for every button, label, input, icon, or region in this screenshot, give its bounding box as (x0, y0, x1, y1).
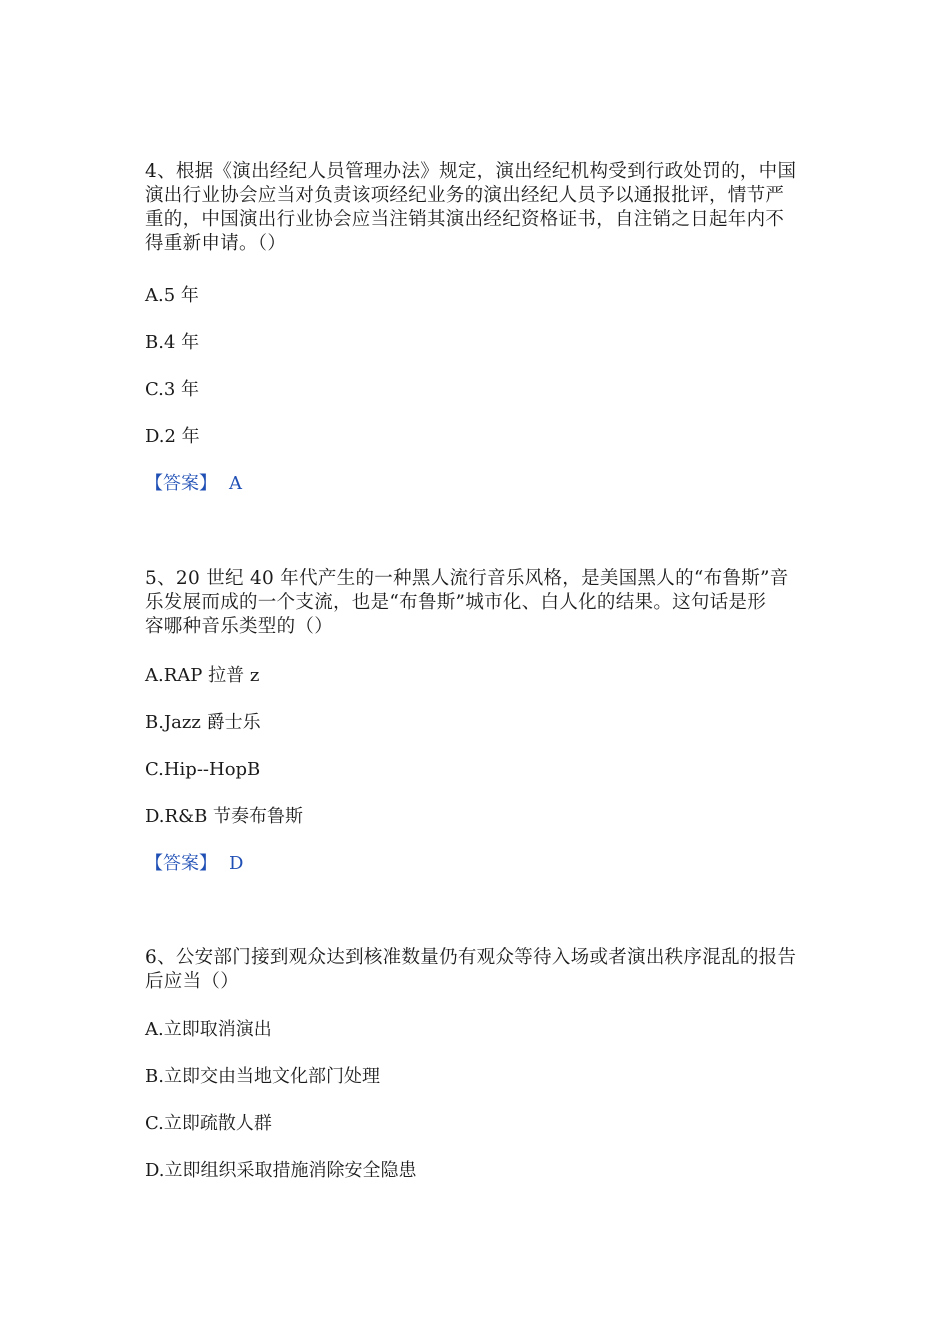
stem-line: 4、根据《演出经纪人员管理办法》规定，演出经纪机构受到行政处罚的，中国 (145, 161, 797, 182)
answer-line (145, 852, 243, 876)
option-b: B.立即交由当地文化部门处理 (145, 1066, 380, 1087)
stem-line: 乐发展而成的一个支流，也是“布鲁斯”城市化、白人化的结果。这句话是形 (145, 592, 767, 613)
answer-value: D (229, 853, 244, 874)
option-b: B.4 年 (145, 332, 200, 353)
option-c: C.立即疏散人群 (145, 1113, 272, 1134)
stem-line: 5、20 世纪 40 年代产生的一种黑人流行音乐风格，是美国黑人的“布鲁斯”音 (145, 568, 789, 589)
option-d: D.立即组织采取措施消除安全隐患 (145, 1160, 417, 1181)
stem-line: 容哪种音乐类型的（） (145, 616, 334, 637)
question-stem (145, 567, 810, 639)
option-a: A.立即取消演出 (145, 1019, 272, 1040)
option-c: C.Hip--HopB (145, 759, 261, 780)
stem-line: 6、公安部门接到观众达到核准数量仍有观众等待入场或者演出秩序混乱的报告 (145, 947, 797, 968)
answer-line (145, 472, 242, 496)
question-stem (145, 160, 810, 256)
question-6 (145, 946, 810, 1181)
question-stem (145, 946, 810, 994)
stem-line: 演出行业协会应当对负责该项经纪业务的演出经纪人员予以通报批评，情节严 (145, 185, 785, 206)
option-d: D.2 年 (145, 426, 200, 447)
answer-label: 【答案】 (145, 473, 217, 494)
option-a: A.RAP 拉普 z (145, 665, 260, 686)
answer-label: 【答案】 (145, 853, 217, 874)
question-5 (145, 567, 810, 874)
question-4 (145, 160, 810, 494)
option-b: B.Jazz 爵士乐 (145, 712, 261, 733)
option-a: A.5 年 (145, 285, 199, 306)
stem-line: 重的，中国演出行业协会应当注销其演出经纪资格证书，自注销之日起年内不 (145, 209, 785, 230)
option-c: C.3 年 (145, 379, 200, 400)
option-d: D.R&B 节奏布鲁斯 (145, 806, 304, 827)
stem-line: 得重新申请。（） (145, 233, 287, 254)
stem-line: 后应当（） (145, 971, 240, 992)
answer-value: A (229, 473, 242, 494)
